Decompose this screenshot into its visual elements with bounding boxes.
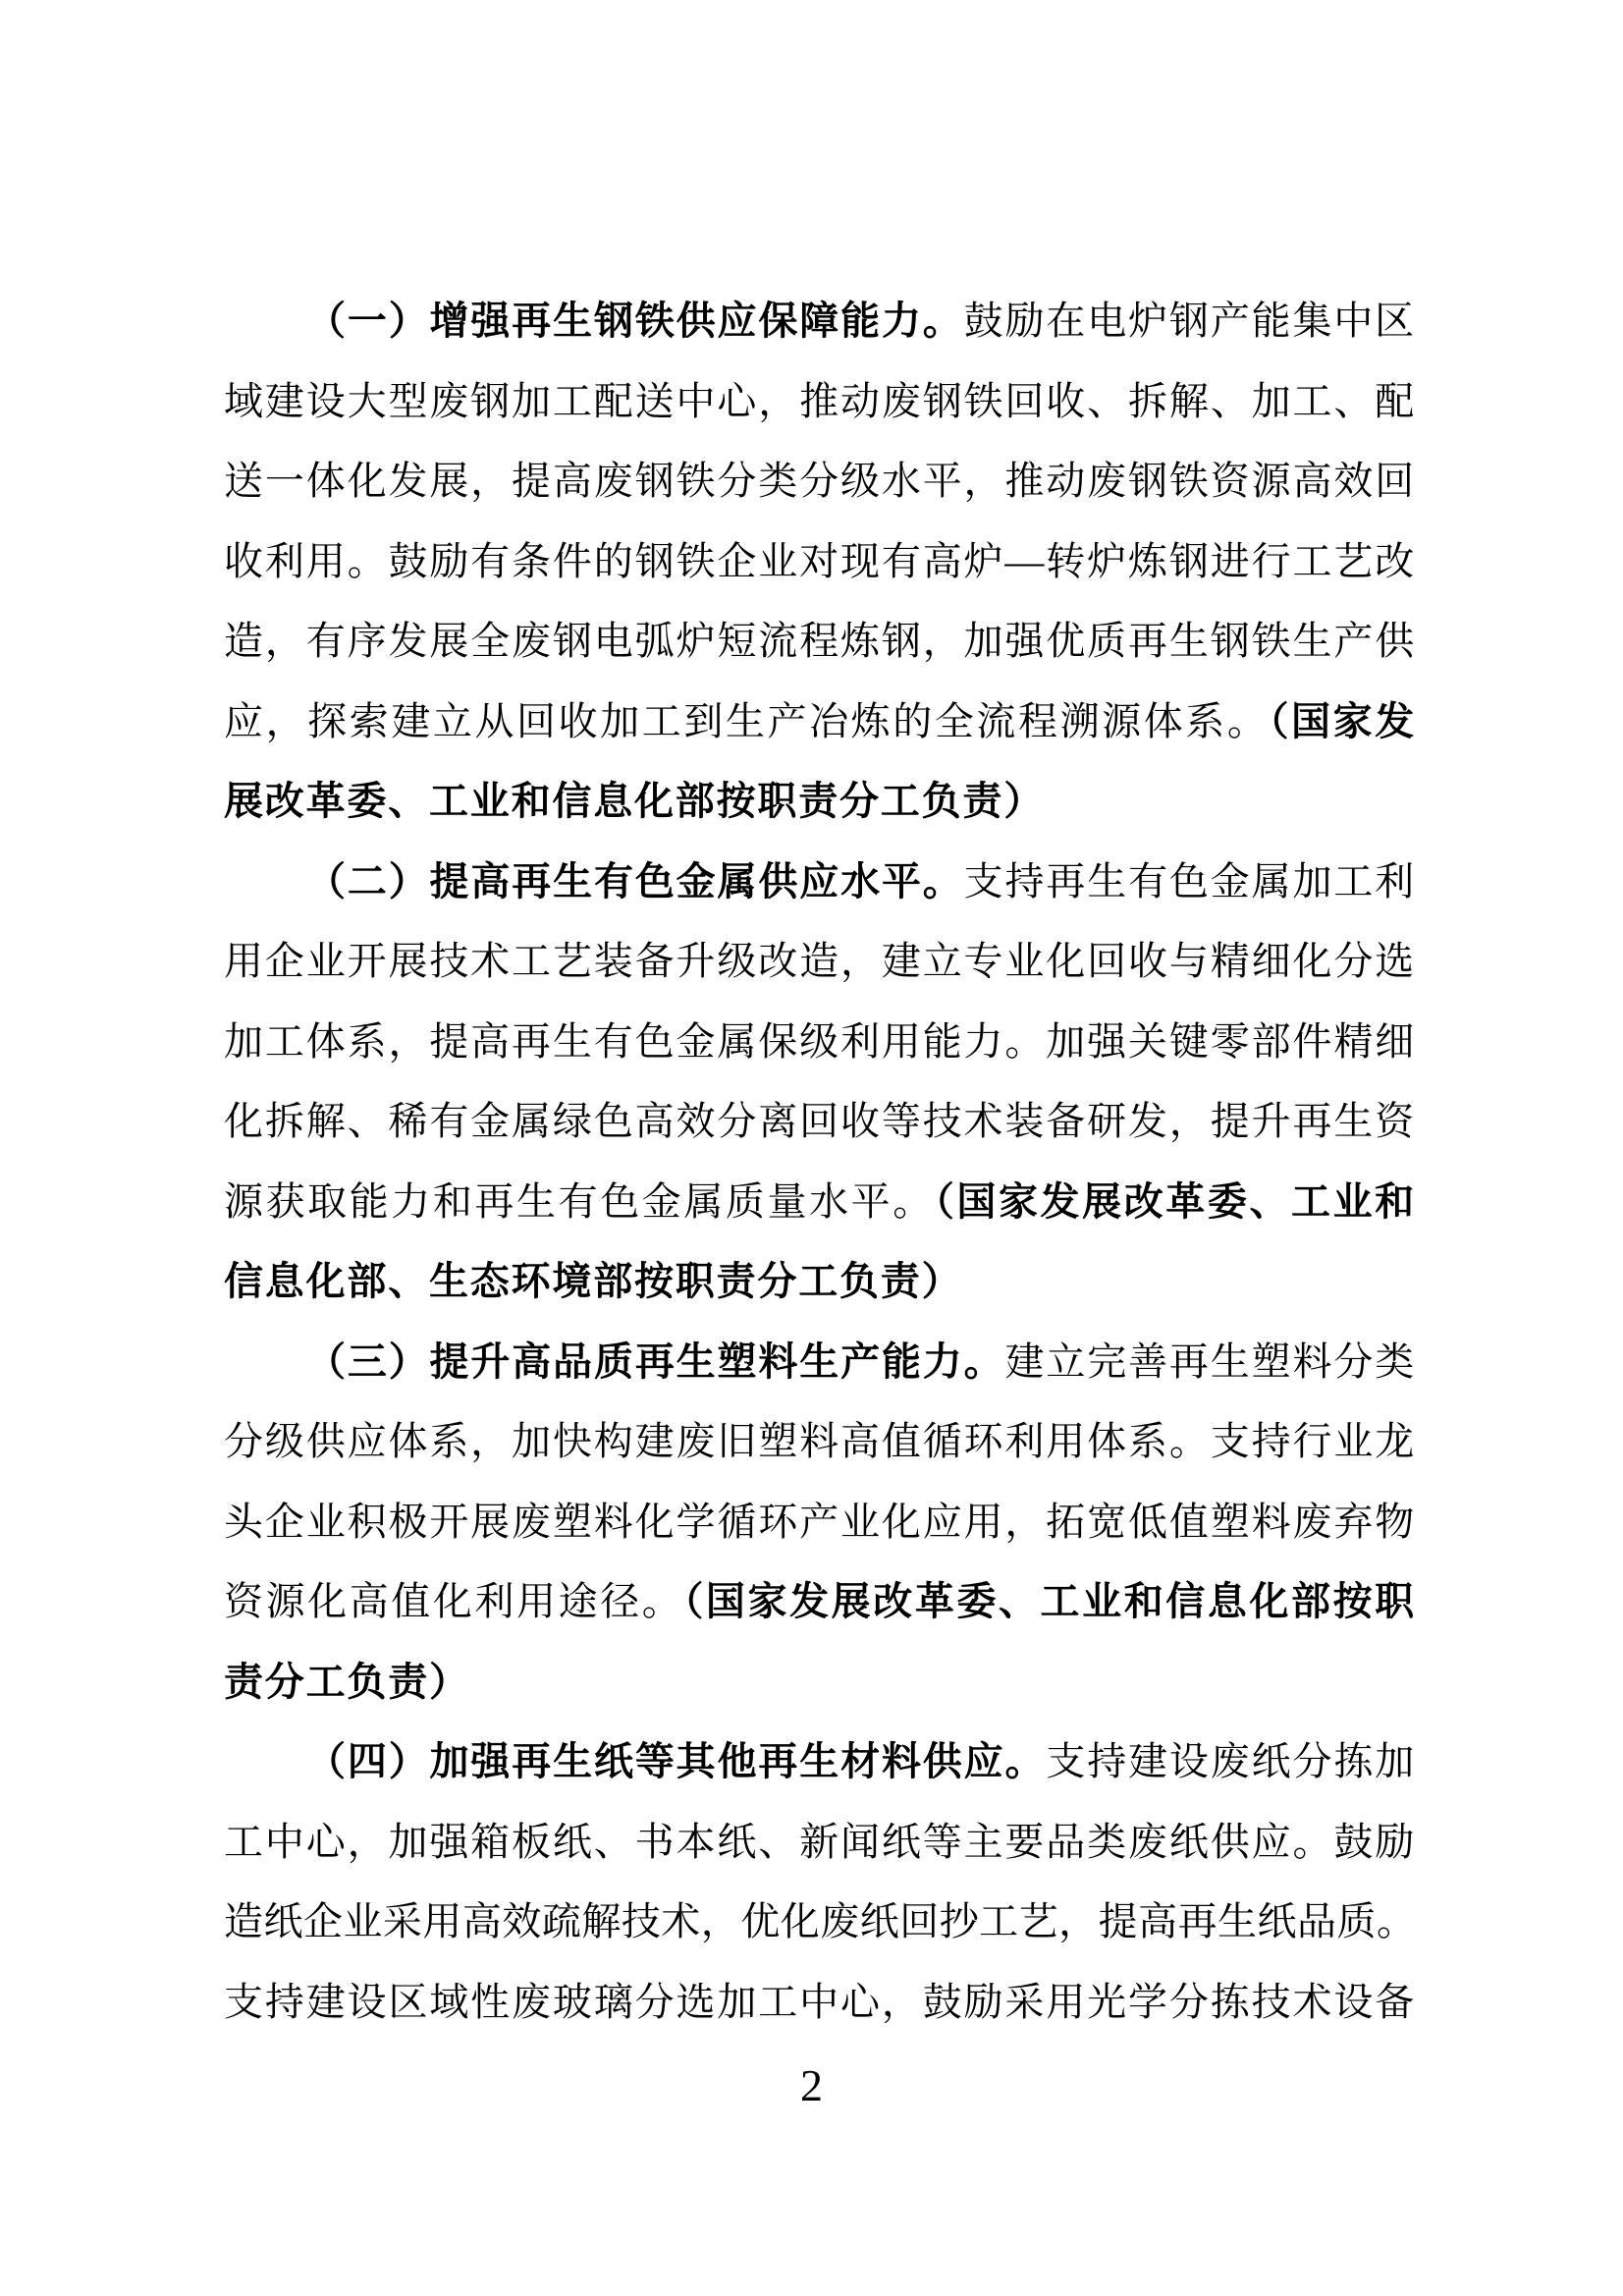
paragraph [224, 842, 1416, 1322]
text-segment: 域建设大型废钢加工配送中心，推动废钢铁回收、拆解、加工、配 [224, 378, 1416, 423]
text-segment: 建立完善再生塑料分类 [1004, 1339, 1416, 1384]
text-segment: 支持建设废纸分拣加 [1046, 1739, 1417, 1783]
text-segment: 送一体化发展，提高废钢铁分类分级水平，推动废钢铁资源高效回 [224, 459, 1416, 503]
text-segment: 收利用。鼓励有条件的钢铁企业对现有高炉—转炉炼钢进行工艺改 [224, 538, 1416, 583]
bold-text-segment: 信息化部、生态环境部按职责分工负责） [224, 1259, 963, 1303]
text-segment: 鼓励在电炉钢产能集中区 [963, 299, 1416, 343]
paragraph [224, 1722, 1416, 2042]
bold-text-segment: （一）增强再生钢铁供应保障能力。 [306, 299, 964, 343]
bold-text-segment: （国家发展改革委、工业和 [934, 1178, 1416, 1224]
body-line [224, 842, 1416, 922]
body-line [224, 682, 1416, 762]
text-segment: 工中心，加强箱板纸、书本纸、新闻纸等主要品类废纸供应。鼓励 [224, 1819, 1416, 1864]
text-segment: 加工体系，提高再生有色金属保级利用能力。加强关键零部件精细 [224, 1018, 1416, 1064]
body-line [224, 1962, 1416, 2043]
paragraph [224, 281, 1416, 842]
body-line [224, 1561, 1416, 1642]
body-line [224, 1722, 1416, 1802]
bold-text-segment: （国家发 [1269, 698, 1417, 743]
bold-text-segment: 展改革委、工业和信息化部按职责分工负责） [224, 779, 1045, 823]
body-line [224, 281, 1416, 361]
body-line [224, 921, 1416, 1002]
text-segment: 分级供应体系，加快构建废旧塑料高值循环利用体系。支持行业龙 [224, 1419, 1416, 1463]
page-number: 2 [800, 2060, 823, 2110]
text-segment: 应，探索建立从回收加工到生产冶炼的全流程溯源体系。 [224, 698, 1270, 743]
bold-text-segment: （二）提高再生有色金属供应水平。 [306, 858, 964, 903]
bold-text-segment: 责分工负责） [224, 1659, 470, 1704]
body-line [224, 761, 1416, 842]
text-segment: 支持再生有色金属加工利 [963, 858, 1416, 903]
body-line [224, 1482, 1416, 1562]
body-line [224, 1401, 1416, 1482]
text-block [224, 281, 1416, 2042]
body-line [224, 1241, 1416, 1322]
bold-text-segment: （四）加强再生纸等其他再生材料供应。 [306, 1739, 1047, 1783]
text-segment: 化拆解、稀有金属绿色高效分离回收等技术装备研发，提升再生资 [224, 1099, 1416, 1143]
body-line [224, 361, 1416, 442]
text-segment: 支持建设区域性废玻璃分选加工中心，鼓励采用光学分拣技术设备 [224, 1979, 1416, 2024]
text-segment: 资源化高值化利用途径。 [224, 1579, 684, 1623]
text-segment: 源获取能力和再生有色金属质量水平。 [224, 1178, 935, 1224]
body-line [224, 441, 1416, 521]
body-line [224, 601, 1416, 682]
body-line [224, 1802, 1416, 1883]
body-line [224, 1322, 1416, 1402]
text-segment: 造，有序发展全废钢电弧炉短流程炼钢，加强优质再生钢铁生产供 [224, 619, 1416, 663]
text-segment: 头企业积极开展废塑料化学循环产业化应用，拓宽低值塑料废弃物 [224, 1499, 1416, 1544]
text-segment: 造纸企业采用高效疏解技术，优化废纸回抄工艺，提高再生纸品质。 [224, 1899, 1416, 1943]
body-line [224, 1081, 1416, 1162]
body-line [224, 1882, 1416, 1962]
body-line [224, 1642, 1416, 1722]
text-segment: 用企业开展技术工艺装备升级改造，建立专业化回收与精细化分选 [224, 939, 1416, 983]
bold-text-segment: （国家发展改革委、工业和信息化部按职 [683, 1579, 1416, 1623]
body-line [224, 1002, 1416, 1082]
bold-text-segment: （三）提升高品质再生塑料生产能力。 [306, 1339, 1005, 1384]
body-line [224, 1162, 1416, 1242]
body-line [224, 521, 1416, 602]
paragraph [224, 1322, 1416, 1722]
